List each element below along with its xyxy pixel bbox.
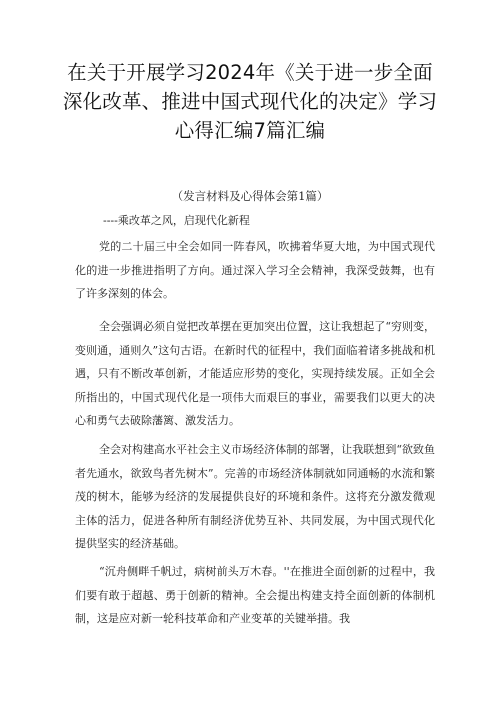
document-subtitle: （发言材料及心得体会第1篇） <box>171 189 329 203</box>
document-title: 在关于开展学习2024年《关于进一步全面深化改革、推进中国式现代化的决定》学习心得汇编7篇汇编 <box>62 61 438 142</box>
paragraph-1: 党的二十届三中全会如同一阵春风，吹拂着华夏大地，为中国式现代化的进一步推进指明了方向。通过深入学习全会精神，我深受鼓舞，也有了许多深刻的体会。 <box>75 240 435 300</box>
lead-line: ----乘改革之风，启现代化新程 <box>103 214 250 227</box>
paragraph-4: “沉舟侧畔千帆过，病树前头万木春。''在推进全面创新的过程中，我们要有敢于超越、勇于创新的精神。全会提出构建支持全面创新的体制机制，这是应对新一轮科技革命和产业变革的关键举措。我 <box>75 565 435 625</box>
paragraph-3: 全会对构建高水平社会主义市场经济体制的部署，让我联想到“欲致鱼者先通水，欲致鸟者先树木”。完善的市场经济体制就如同通畅的水流和繁茂的树木，能够为经济的发展提供良好的环境和条件。这将充分激发微观主体的活力，促进各种所有制经济优势互补、共同发展，为中国式现代化提供坚实的经济基础。 <box>75 443 435 550</box>
paragraph-2: 全会强调必须自觉把改革摆在更加突出位置，这让我想起了“穷则变，变则通，通则久”这句古语。在新时代的征程中，我们面临着诸多挑战和机遇，只有不断改革创新，才能适应形势的变化，实现持续发展。正如全会所指出的，中国式现代化是一项伟大而艰巨的事业，需要我们以更大的决心和勇气去破除藩篱、激发活力。 <box>75 320 435 427</box>
